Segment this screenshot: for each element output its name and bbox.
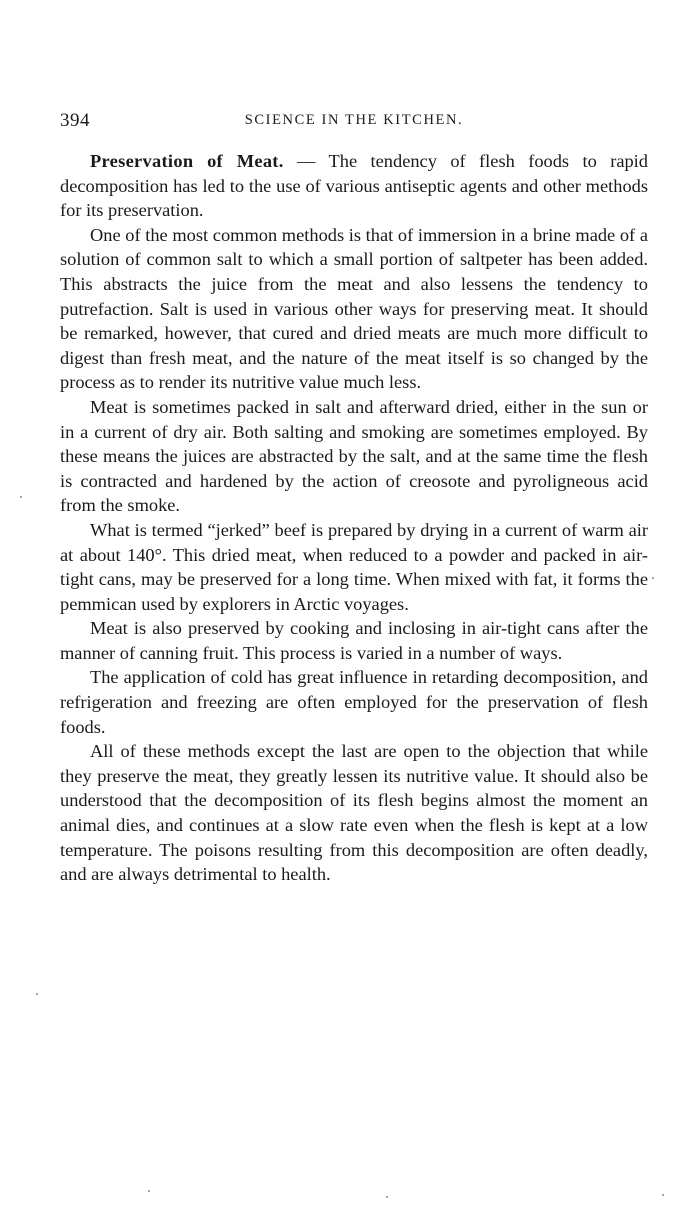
print-speck <box>386 1196 388 1198</box>
print-speck <box>148 1190 150 1192</box>
print-speck <box>36 993 38 995</box>
print-speck <box>662 1194 664 1196</box>
page-number: 394 <box>60 110 90 131</box>
running-head <box>60 110 648 134</box>
print-speck <box>652 577 654 579</box>
paragraph-6: The application of cold has great influence in retarding decomposition, and refrigeration and freezing are often employed for the preservation of flesh foods. <box>60 667 648 737</box>
paragraph-3: Meat is sometimes packed in salt and afterward dried, either in the sun or in a current of dry air. Both salting and smoking are sometimes employed. By these means the juices are abstracted by the salt, and at the same time the flesh is contracted and hardened by the action of creosote and pyroligneous acid from the smoke. <box>60 396 648 516</box>
print-speck <box>20 496 22 498</box>
heading-dash: — <box>283 151 329 171</box>
paragraph-7: All of these methods except the last are open to the objection that while they preserve the meat, they greatly lessen its nutritive value. It should also be understood that the decomposition of its flesh begins almost the moment an animal dies, and continues at a slow rate even when the flesh is kept at a low temperature. The poisons resulting from this decomposition are often deadly, and are always detrimental to health. <box>60 741 648 885</box>
paragraph-2: One of the most common methods is that of immersion in a brine made of a solution of common salt to which a small portion of saltpeter has been added. This abstracts the juice from the meat and also lessens the tendency to putrefaction. Salt is used in various other ways for preserving meat. It should be remarked, however, that cured and dried meats are much more difficult to digest than fresh meat, and the nature of the meat itself is so changed by the process as to render its nutritive value much less. <box>60 224 648 393</box>
running-title: SCIENCE IN THE KITCHEN. <box>244 112 464 128</box>
section-heading: Preservation of Meat. <box>90 151 284 171</box>
paragraph-1 <box>60 149 648 223</box>
paragraph-4: What is termed “jerked” beef is prepared by drying in a current of warm air at about 140°. This dried meat, when reduced to a powder and packed in air-tight cans, may be preserved for a long time. When mixed with fat, it forms the pemmican used by explorers in Arctic voyages. <box>60 519 648 614</box>
paragraph-5: Meat is also preserved by cooking and inclosing in air-tight cans after the manner of canning fruit. This process is varied in a number of ways. <box>60 618 648 663</box>
paragraph-1-text: The tendency of flesh foods to rapid decomposition has led to the use of various antiseptic agents and other methods for its preservation. <box>60 151 648 221</box>
section-body <box>60 149 648 887</box>
